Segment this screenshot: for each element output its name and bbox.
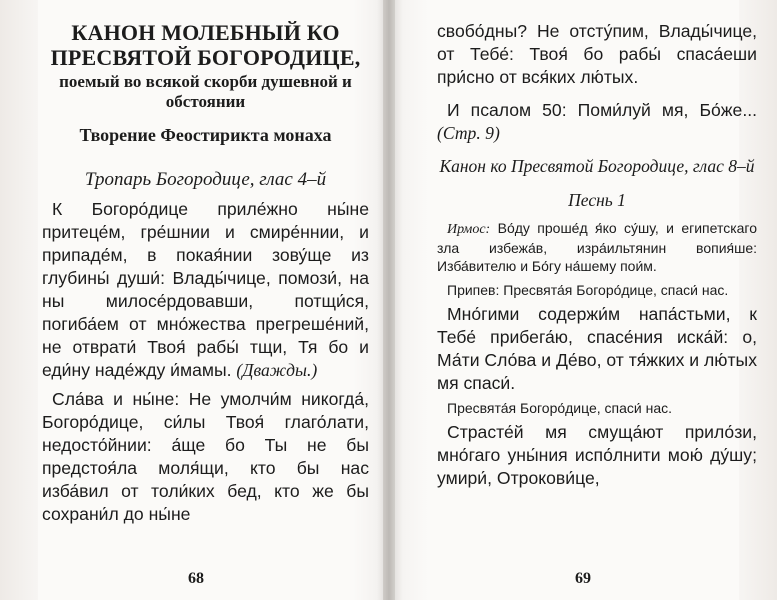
irmos-paragraph — [437, 219, 757, 275]
psalm-paragraph — [437, 99, 757, 145]
canon-title: КАНОН МОЛЕБНЫЙ КО ПРЕСВЯТОЙ БОГОРОДИЦЕ, — [50, 20, 361, 70]
troparion-block-2 — [437, 421, 757, 490]
right-page — [389, 0, 777, 600]
psalm-reference: (Стр. 9) — [437, 123, 500, 143]
troparion-text: К Богоро́дице приле́жно ны́не притеце́м, гре́шнии и смире́ннии, и припаде́м, в покая́нии зову́ще из глубины́ души́: Влады́чице, помози́, на ны милосе́рдовавши, потщи́ся, погиба́ем от мно́жества прегреше́ний, не отврати́ Твоя́ рабы́ тщи, Тя бо и еди́ну наде́жду и́мамы. — [42, 199, 369, 380]
ode-troparion-2: Страсте́й мя смуща́ют прило́зи, мно́гаго уны́ния испо́лнити мою́ ду́шу; умири́, Отрокови́це, — [437, 422, 757, 488]
refrain-block-2 — [437, 399, 757, 417]
troparion-block-1 — [437, 303, 757, 395]
refrain-1: Припев: Пресвята́я Богоро́дице, спаси́ нас. — [447, 282, 729, 298]
troparion-paragraph — [42, 198, 369, 382]
canon-heading: Канон ко Пресвятой Богородице, глас 8–й — [439, 156, 755, 176]
continuation-paragraph: свобо́дны? Не отсту́пим, Влады́чице, от Тебе́: Твоя́ бо рабы́ спаса́еши при́сно от вся́ких лю́тых. — [437, 21, 757, 87]
troparion-note: (Дважды.) — [236, 360, 318, 380]
page-number-left: 68 — [188, 570, 204, 587]
refrain-2: Пресвята́я Богоро́дице, спаси́ нас. — [447, 400, 673, 416]
psalm-text: И псалом 50: Поми́луй мя, Бо́же... — [447, 100, 757, 120]
irmos-block — [437, 219, 757, 275]
glory-paragraph: Сла́ва и ны́не: Не умолчи́м никогда́, Богоро́дице, си́лы Твоя́ глаго́лати, недосто́йнии: а́ще бо Ты не бы предстоя́ла моля́щи, кто бы нас изба́вил от толи́ких бед, кто же бы сохрани́л до ны́не — [42, 389, 369, 524]
left-body-text — [42, 198, 369, 526]
book-gutter — [383, 0, 395, 600]
right-body-top — [437, 20, 757, 145]
refrain-block-1 — [437, 281, 757, 299]
canon-subtitle: поемый во всякой скорби душевной и обстоянии — [59, 72, 352, 111]
irmos-label: Ирмос: — [447, 222, 491, 237]
irmos-text: Во́ду проше́д я́ко су́шу, и египетскаго зла избежа́в, изра́ильтянин вопия́ше: Изба́вителю и Бо́гу на́шему пои́м. — [437, 220, 758, 274]
ode-heading: Песнь 1 — [568, 190, 626, 210]
page-number-right: 69 — [575, 570, 591, 587]
troparion-heading: Тропарь Богородице, глас 4–й — [84, 169, 327, 190]
left-page-edge — [0, 0, 38, 600]
canon-author: Творение Феостирикта монаха — [79, 125, 332, 145]
ode-troparion-1: Мно́гими содержи́м напа́стьми, к Тебе́ прибега́ю, спасе́ния иска́й: о, Ма́ти Сло́ва и Де́во, от тя́жких и лю́тых мя спаси́. — [437, 304, 757, 393]
